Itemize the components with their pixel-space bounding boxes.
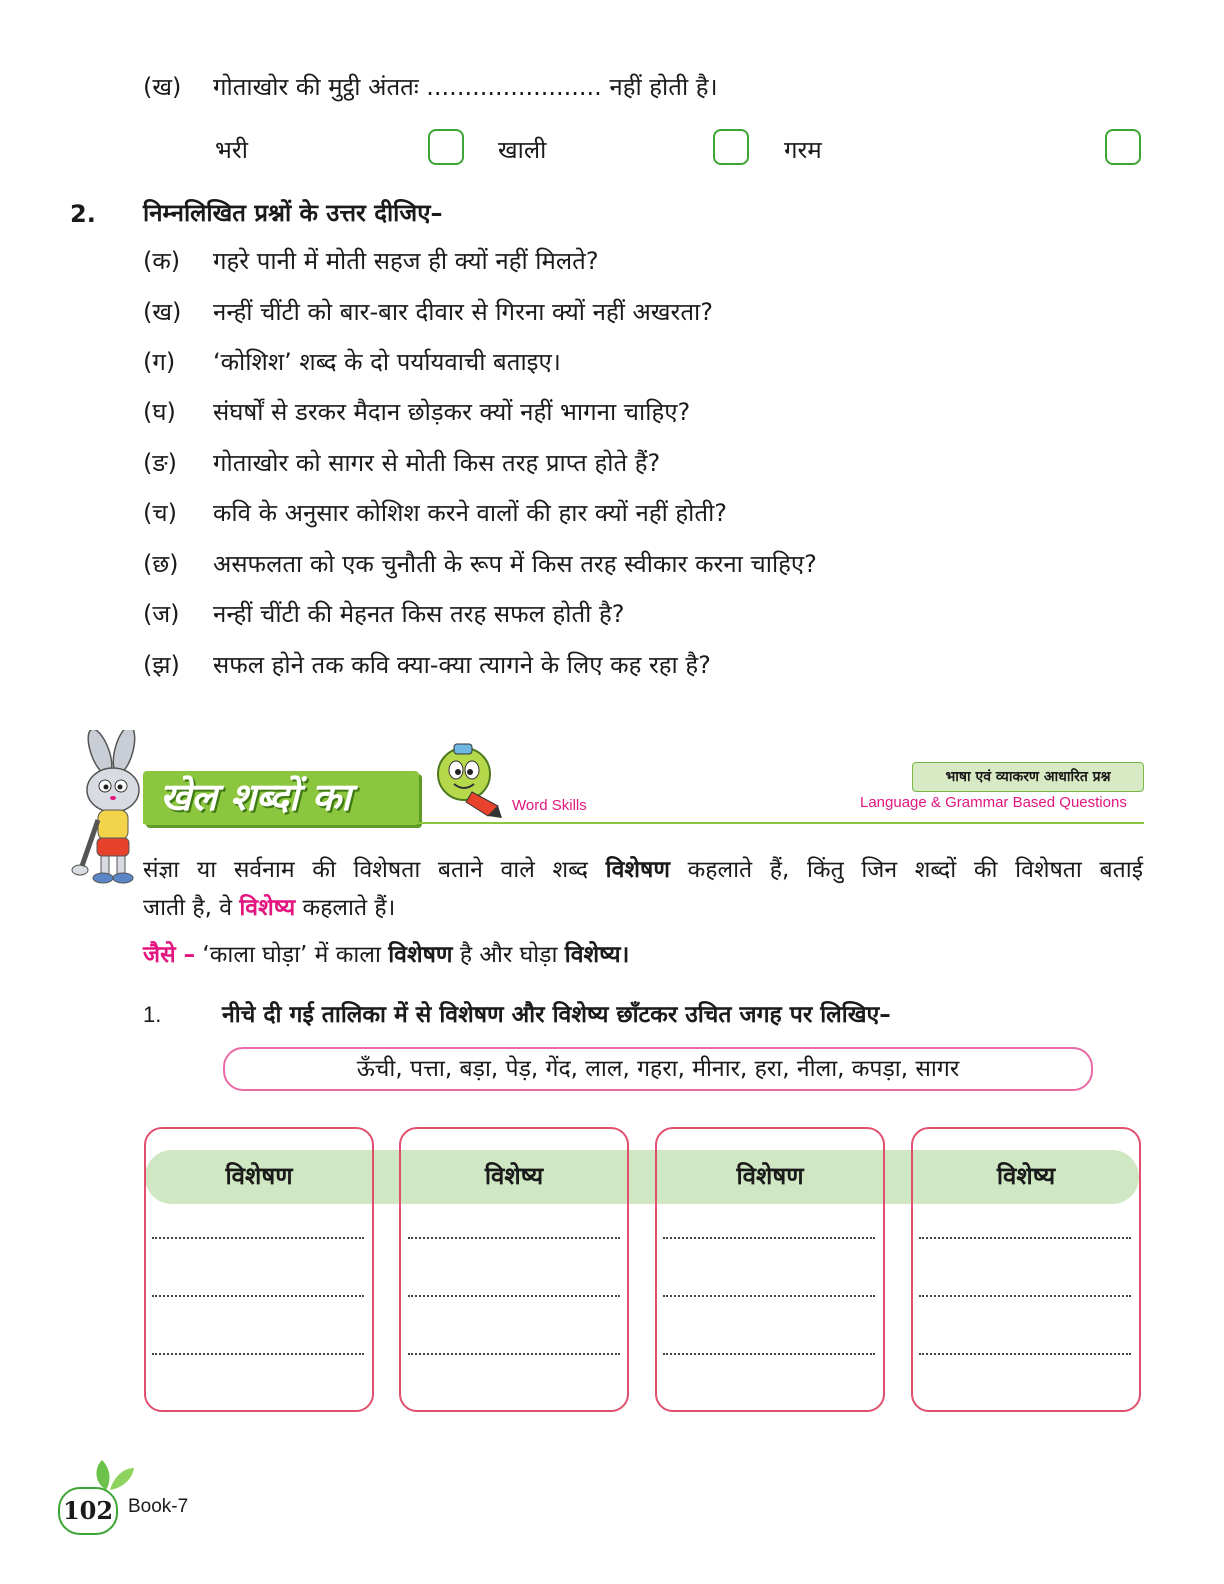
item-label: (छ) — [143, 550, 179, 578]
section-divider — [143, 822, 1144, 824]
item-text: असफलता को एक चुनौती के रूप में किस तरह स्वीकार करना चाहिए? — [213, 550, 817, 578]
example-text: ‘काला घोड़ा’ में काला — [195, 942, 389, 968]
exercise-number: 1. — [143, 1002, 162, 1027]
intro-text: कहलाते हैं, किंतु जिन शब्दों की विशेषता बताई — [669, 857, 1143, 883]
q2-number: 2. — [70, 200, 96, 228]
option-bhari: भरी — [215, 136, 248, 164]
example-text: है और घोड़ा — [452, 942, 565, 968]
example-term: विशेष्य। — [564, 942, 630, 968]
item-label: (झ) — [143, 651, 180, 679]
book-label: Book-7 — [128, 1496, 189, 1517]
intro-text: संज्ञा या सर्वनाम की विशेषता बताने वाले शब्द — [143, 857, 606, 883]
item-text: कवि के अनुसार कोशिश करने वालों की हार क्यों नहीं होती? — [213, 499, 728, 527]
item-label: (ख) — [143, 298, 182, 326]
question-text: गोताखोर की मुट्ठी अंततः ....................... नहीं होती है। — [213, 73, 718, 101]
item-label: (ज) — [143, 600, 180, 628]
intro-line-1 — [143, 852, 1143, 888]
answer-line[interactable] — [919, 1353, 1131, 1355]
word-bank: ऊँची, पत्ता, बड़ा, पेड़, गेंद, लाल, गहरा, मीनार, हरा, नीला, कपड़ा, सागर — [223, 1047, 1093, 1091]
item-text: नन्हीं चींटी की मेहनत किस तरह सफल होती है? — [213, 600, 625, 628]
intro-line-2 — [143, 890, 395, 926]
answer-line[interactable] — [663, 1295, 875, 1297]
answer-line[interactable] — [919, 1295, 1131, 1297]
grammar-badge-en: Language & Grammar Based Questions — [860, 794, 1127, 811]
intro-term-visheshya: विशेष्य — [239, 895, 296, 921]
grammar-badge: भाषा एवं व्याकरण आधारित प्रश्न — [912, 762, 1144, 792]
answer-line[interactable] — [919, 1237, 1131, 1239]
answer-line[interactable] — [663, 1237, 875, 1239]
item-label: (घ) — [143, 398, 176, 426]
item-text: ‘कोशिश’ शब्द के दो पर्यायवाची बताइए। — [213, 348, 561, 376]
item-text: संघर्षों से डरकर मैदान छोड़कर क्यों नहीं भागना चाहिए? — [213, 398, 691, 426]
item-text: गहरे पानी में मोती सहज ही क्यों नहीं मिलते? — [213, 247, 599, 275]
page-number: 102 — [58, 1487, 118, 1535]
section-title: खेल शब्दों का — [160, 775, 351, 819]
answer-line[interactable] — [408, 1237, 620, 1239]
column-header-visheshan: विशेषण — [736, 1162, 804, 1190]
option-garam-checkbox[interactable] — [1105, 129, 1141, 165]
column-header-visheshya: विशेष्य — [484, 1162, 544, 1190]
q2-heading: निम्नलिखित प्रश्नों के उत्तर दीजिए– — [143, 199, 443, 227]
answer-line[interactable] — [152, 1353, 364, 1355]
item-label: (च) — [143, 499, 177, 527]
answer-line[interactable] — [408, 1295, 620, 1297]
answer-line[interactable] — [408, 1353, 620, 1355]
option-khali: खाली — [498, 136, 547, 164]
option-bhari-checkbox[interactable] — [428, 129, 464, 165]
item-label: (ग) — [143, 348, 176, 376]
intro-text: जाती है, वे — [143, 895, 240, 921]
answer-line[interactable] — [663, 1353, 875, 1355]
item-text: गोताखोर को सागर से मोती किस तरह प्राप्त होते हैं? — [213, 449, 661, 477]
column-header-visheshya: विशेष्य — [996, 1162, 1056, 1190]
example-label: जैसे – — [143, 942, 196, 968]
item-text: सफल होने तक कवि क्या-क्या त्यागने के लिए कह रहा है? — [213, 651, 711, 679]
column-header-visheshan: विशेषण — [225, 1162, 293, 1190]
exercise-instruction: नीचे दी गई तालिका में से विशेषण और विशेष्य छाँटकर उचित जगह पर लिखिए– — [222, 1002, 891, 1028]
item-label: (ङ) — [143, 449, 178, 477]
answer-line[interactable] — [152, 1295, 364, 1297]
section-subtitle-en: Word Skills — [512, 797, 587, 814]
intro-text: कहलाते हैं। — [295, 895, 396, 921]
example-line — [143, 937, 629, 973]
item-label: (क) — [143, 247, 181, 275]
answer-line[interactable] — [152, 1237, 364, 1239]
question-label: (ख) — [143, 73, 182, 101]
option-khali-checkbox[interactable] — [713, 129, 749, 165]
intro-term-visheshan: विशेषण — [605, 857, 670, 883]
example-term: विशेषण — [388, 942, 453, 968]
item-text: नन्हीं चींटी को बार-बार दीवार से गिरना क्यों नहीं अखरता? — [213, 298, 713, 326]
pencil-mascot-icon — [432, 740, 504, 820]
option-garam: गरम — [784, 136, 822, 164]
